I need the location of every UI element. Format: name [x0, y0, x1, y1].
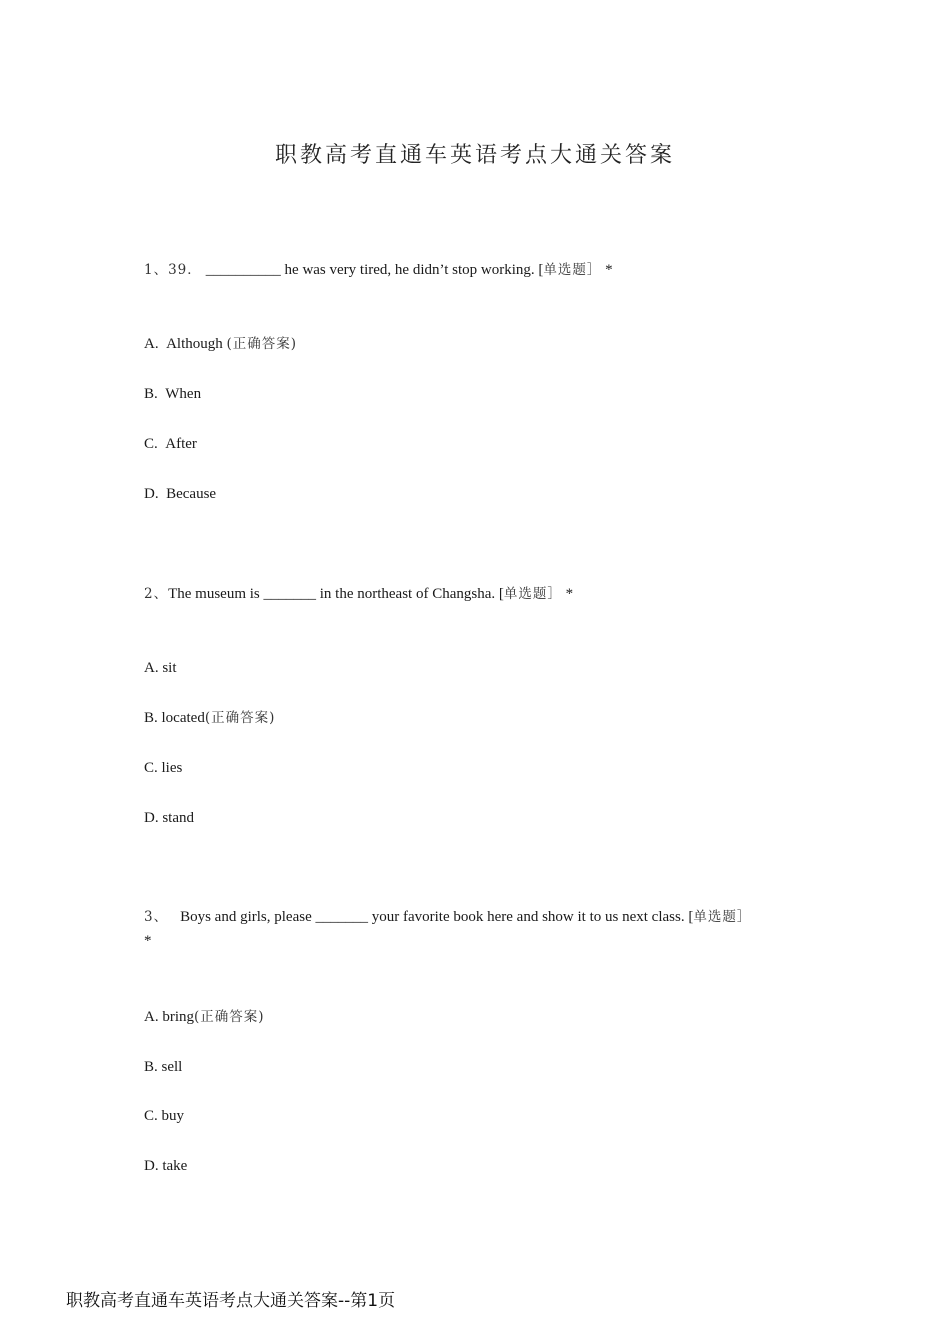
- option-letter: D.: [144, 1158, 159, 1174]
- option-2c[interactable]: [144, 757, 182, 779]
- option-2b[interactable]: [144, 707, 275, 729]
- option-text: Because: [166, 486, 217, 502]
- option-text: bring: [162, 1009, 195, 1025]
- option-letter: B.: [144, 386, 158, 402]
- option-letter: B.: [144, 710, 158, 726]
- option-text: buy: [161, 1108, 185, 1124]
- option-text: take: [162, 1158, 188, 1174]
- option-letter: C.: [144, 1108, 158, 1124]
- option-letter: B.: [144, 1059, 158, 1075]
- question-number: 3、: [144, 909, 169, 925]
- option-letter: A.: [144, 336, 159, 352]
- question-type-tag: 单选题］: [543, 262, 602, 278]
- option-2d[interactable]: [144, 807, 194, 829]
- question-type-tag: 单选题］: [503, 586, 562, 602]
- required-star: *: [605, 262, 613, 278]
- question-text: Boys and girls, please _______ your favorite book here and show it to us next class. [: [180, 909, 694, 925]
- option-letter: D.: [144, 486, 159, 502]
- option-letter: D.: [144, 810, 159, 826]
- option-1b[interactable]: [144, 383, 201, 405]
- question-1: [144, 258, 824, 282]
- option-letter: A.: [144, 660, 159, 676]
- question-number: 2、: [144, 586, 169, 602]
- correct-answer-note: (正确答案): [194, 1009, 265, 1025]
- option-1c[interactable]: [144, 433, 197, 455]
- question-2: [144, 582, 824, 606]
- option-3c[interactable]: [144, 1105, 184, 1127]
- option-text: When: [165, 386, 202, 402]
- question-text: The museum is _______ in the northeast of Changsha. [: [168, 586, 504, 602]
- option-text: lies: [161, 760, 183, 776]
- question-text: __________ he was very tired, he didn’t stop working. [: [205, 262, 544, 278]
- question-type-tag: 单选题］: [693, 909, 752, 925]
- option-2a[interactable]: [144, 657, 177, 679]
- option-text: After: [165, 436, 197, 452]
- correct-answer-note: (正确答案): [204, 710, 276, 726]
- page-title: 职教高考直通车英语考点大通关答案: [274, 143, 675, 168]
- page-footer: 职教高考直通车英语考点大通关答案--第1页: [66, 1291, 396, 1311]
- option-text: stand: [162, 810, 195, 826]
- option-1d[interactable]: [144, 483, 216, 505]
- option-letter: A.: [144, 1009, 159, 1025]
- option-text: sell: [161, 1059, 183, 1075]
- question-number: 1、39．: [144, 262, 202, 278]
- option-1a[interactable]: [144, 333, 297, 355]
- option-3a[interactable]: [144, 1006, 265, 1028]
- required-star: *: [565, 586, 574, 602]
- option-letter: C.: [144, 760, 158, 776]
- option-letter: C.: [144, 436, 158, 452]
- required-star: *: [144, 933, 152, 949]
- option-text: located: [161, 710, 205, 726]
- correct-answer-note: (正确答案): [226, 336, 298, 352]
- option-text: sit: [162, 660, 177, 676]
- option-text: Although: [166, 336, 227, 352]
- option-3b[interactable]: [144, 1056, 182, 1078]
- option-3d[interactable]: [144, 1155, 187, 1177]
- question-3: [144, 905, 824, 953]
